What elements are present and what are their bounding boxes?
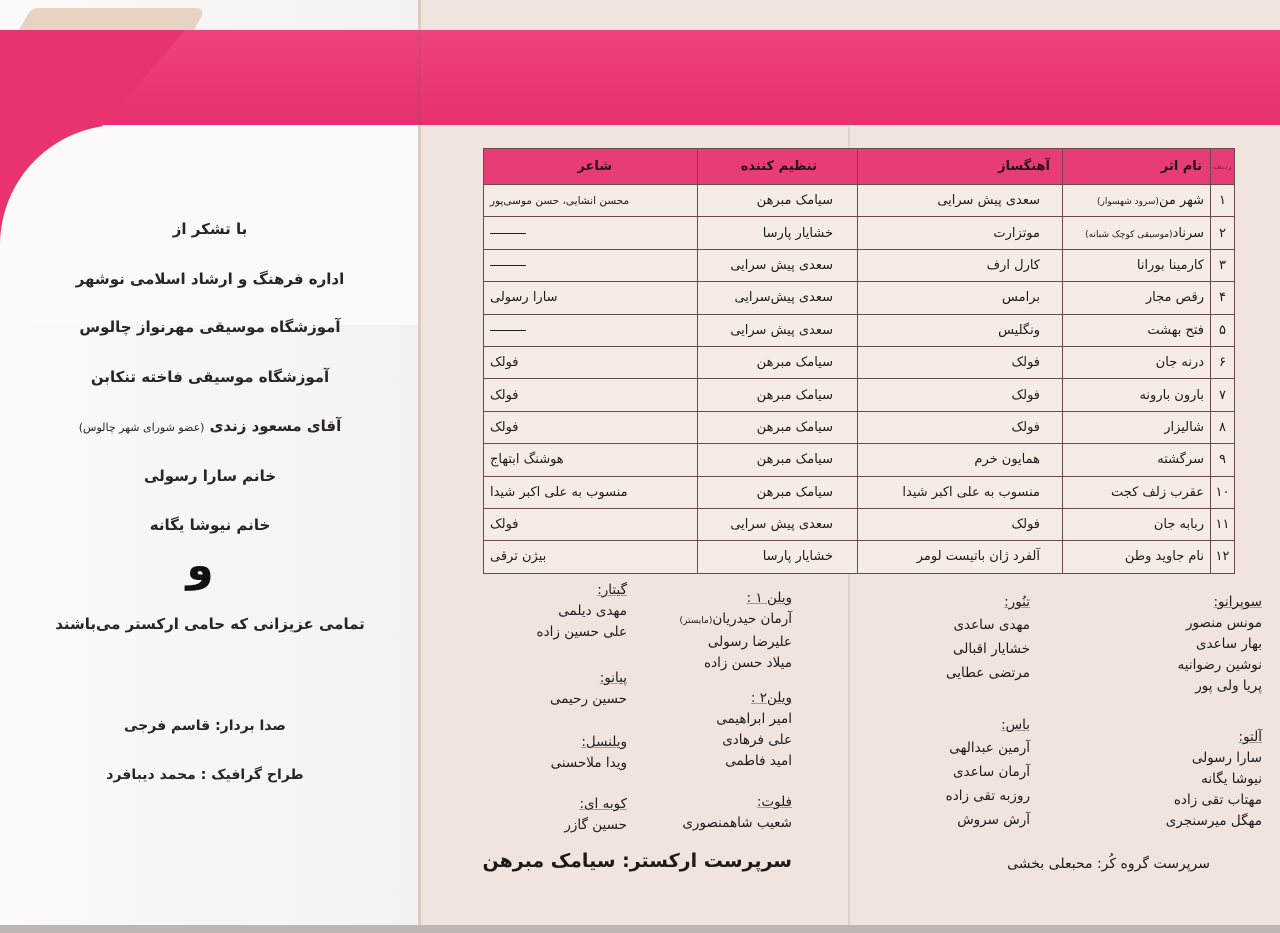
poet-text: فولک xyxy=(490,355,519,371)
row-title xyxy=(1063,508,1211,540)
member: مهدی دیلمی xyxy=(558,603,627,619)
row-composer: ونگلیس xyxy=(858,314,1063,346)
table-row xyxy=(484,249,1235,281)
member: نوشین رضوانیه xyxy=(1177,657,1262,673)
row-number: ۴ xyxy=(1211,282,1235,314)
table-row xyxy=(484,541,1235,573)
thanks-item-masoud xyxy=(20,417,400,435)
header-composer: آهنگساز xyxy=(858,149,1063,185)
table-row xyxy=(484,185,1235,217)
title-note: (موسیقی کوچک شبانه) xyxy=(1085,229,1173,240)
poet-text: بیژن ترقی xyxy=(490,549,547,565)
percussion-group xyxy=(564,794,627,836)
table-row xyxy=(484,379,1235,411)
row-number: ۶ xyxy=(1211,346,1235,378)
row-poet xyxy=(484,282,698,314)
member: علیرضا رسولی xyxy=(707,634,792,650)
title-text: کارمینا بورانا xyxy=(1136,257,1204,273)
violin2-label: ویلن۲ : xyxy=(750,690,792,706)
row-number: ۱۱ xyxy=(1211,508,1235,540)
violin1-label: ویلن ۱ : xyxy=(746,590,792,606)
row-number: ۸ xyxy=(1211,411,1235,443)
guitar-label: گیتار: xyxy=(597,582,627,598)
header-poet: شاعر xyxy=(484,149,698,185)
row-title xyxy=(1063,444,1211,476)
thanks-item: خانم سارا رسولی xyxy=(143,467,277,485)
violin2-group xyxy=(716,688,792,772)
fold-line xyxy=(418,0,421,933)
member: علی حسین زاده xyxy=(536,624,627,640)
row-poet xyxy=(484,217,698,249)
row-composer: فولک xyxy=(858,379,1063,411)
poet-text: فولک xyxy=(490,419,519,435)
thanks-closing: تمامی عزیزانی که حامی ارکستر می‌باشند xyxy=(55,615,365,633)
row-title xyxy=(1063,185,1211,217)
row-arranger: سعدی پیش سرایی xyxy=(698,508,858,540)
row-arranger: سیامک مبرهن xyxy=(698,444,858,476)
row-arranger: سیامک مبرهن xyxy=(698,411,858,443)
violin1-group xyxy=(680,588,792,674)
choir-supervisor: سرپرست گروه کُر: محبعلی بخشی xyxy=(1007,856,1210,872)
table-row xyxy=(484,508,1235,540)
title-text: عقرب زلف کجت xyxy=(1110,484,1204,500)
pink-ribbon xyxy=(0,30,1280,125)
member: مونس منصور xyxy=(1186,615,1262,631)
member: نیوشا یگانه xyxy=(1201,771,1262,787)
row-poet xyxy=(484,249,698,281)
title-text: سرگشته xyxy=(1157,452,1204,468)
thanks-masoud-name: آقای مسعود زندی xyxy=(209,417,342,435)
row-composer: سعدی پیش سرایی xyxy=(858,185,1063,217)
member: سارا رسولی xyxy=(1191,750,1262,766)
flute-group xyxy=(682,792,792,834)
row-title xyxy=(1063,282,1211,314)
soprano-group xyxy=(1178,592,1262,697)
guitar-group xyxy=(537,580,627,643)
member: امیر ابراهیمی xyxy=(716,711,792,727)
row-title xyxy=(1063,314,1211,346)
row-title xyxy=(1063,379,1211,411)
row-poet xyxy=(484,444,698,476)
row-title xyxy=(1063,217,1211,249)
soprano-label: سوپرانو: xyxy=(1213,594,1262,610)
member-concertmaster xyxy=(680,609,792,632)
bass-group xyxy=(946,715,1030,831)
member: مهگل میرسنجری xyxy=(1165,813,1262,829)
row-arranger: سیامک مبرهن xyxy=(698,346,858,378)
member: پریا ولی پور xyxy=(1195,678,1262,694)
member: مهتاب تقی زاده xyxy=(1173,792,1262,808)
row-title xyxy=(1063,476,1211,508)
header-arranger: تنظیم کننده xyxy=(698,149,858,185)
thanks-item: اداره فرهنگ و ارشاد اسلامی نوشهر xyxy=(75,270,345,288)
row-poet xyxy=(484,508,698,540)
row-poet xyxy=(484,185,698,217)
member: خشایار اقبالی xyxy=(953,641,1030,657)
title-note: (سرود شهسوار) xyxy=(1096,197,1159,208)
title-text: ربابه جان xyxy=(1153,517,1204,533)
flute-label: فلوت: xyxy=(756,794,792,810)
poet-text: فولک xyxy=(490,387,519,403)
row-arranger: سعدی پیش‌سرایی xyxy=(698,282,858,314)
bass-label: باس: xyxy=(1001,717,1030,733)
member: مرتضی عطایی xyxy=(946,665,1030,681)
table-row xyxy=(484,282,1235,314)
row-composer: کارل ارف xyxy=(858,249,1063,281)
header-title: نام اثر xyxy=(1063,149,1211,185)
cello-group xyxy=(551,732,627,774)
thanks-item: آموزشگاه موسیقی فاخته تنکابن xyxy=(90,368,330,386)
row-composer: همایون خرم xyxy=(858,444,1063,476)
row-poet xyxy=(484,314,698,346)
member: آرش سروش xyxy=(957,812,1030,828)
graphic-credit: طراح گرافیک : محمد دیبافرد xyxy=(106,767,304,783)
member: آرمان ساعدی xyxy=(953,764,1030,780)
empty-dash xyxy=(490,330,526,331)
row-arranger: خشایار پارسا xyxy=(698,541,858,573)
table-header-row xyxy=(484,149,1235,185)
member: آرمان حیدریان xyxy=(712,611,792,627)
thanks-item: آموزشگاه موسیقی مهرنواز چالوس xyxy=(79,318,341,336)
row-arranger: سیامک مبرهن xyxy=(698,476,858,508)
row-arranger: سعدی پیش سرایی xyxy=(698,249,858,281)
table-row xyxy=(484,346,1235,378)
member: علی فرهادی xyxy=(722,732,792,748)
orchestra-supervisor: سرپرست ارکستر: سیامک مبرهن xyxy=(482,850,792,872)
row-composer: منسوب به علی اکبر شیدا xyxy=(858,476,1063,508)
member: حسین رحیمی xyxy=(549,691,627,707)
alto-label: آلتو: xyxy=(1238,729,1262,745)
row-arranger: سعدی پیش سرایی xyxy=(698,314,858,346)
poet-text: فولک xyxy=(490,517,519,533)
title-text: شهر من xyxy=(1158,193,1204,209)
row-composer: فولک xyxy=(858,346,1063,378)
member: میلاد حسن زاده xyxy=(704,655,792,671)
poet-text: منسوب به علی اکبر شیدا xyxy=(490,484,628,500)
row-poet xyxy=(484,346,698,378)
row-number: ۱۲ xyxy=(1211,541,1235,573)
member: ویدا ملاحسنی xyxy=(550,755,627,771)
member: امید فاطمی xyxy=(725,753,792,769)
title-text: شالیزار xyxy=(1164,419,1204,435)
row-poet xyxy=(484,541,698,573)
row-arranger: سیامک مبرهن xyxy=(698,379,858,411)
title-text: رقص مجار xyxy=(1145,290,1204,306)
member: مهدی ساعدی xyxy=(953,617,1030,633)
sound-credit: صدا بردار: قاسم فرجی xyxy=(124,718,286,734)
title-text: بارون بارونه xyxy=(1139,387,1204,403)
program-table xyxy=(483,148,1235,574)
program-rows xyxy=(484,185,1235,574)
row-poet xyxy=(484,476,698,508)
table-row xyxy=(484,444,1235,476)
poet-text: سارا رسولی xyxy=(490,290,558,306)
title-text: نام جاوید وطن xyxy=(1124,549,1204,565)
row-composer: فولک xyxy=(858,411,1063,443)
piano-group xyxy=(550,668,627,710)
tenor-group xyxy=(946,592,1030,684)
row-number: ۹ xyxy=(1211,444,1235,476)
poet-text: محسن انشایی، حسن موسی‌پور xyxy=(490,194,630,207)
row-number: ۱۰ xyxy=(1211,476,1235,508)
empty-dash xyxy=(490,265,526,266)
row-number: ۵ xyxy=(1211,314,1235,346)
alto-group xyxy=(1166,727,1262,832)
row-poet xyxy=(484,379,698,411)
scan-edge xyxy=(0,925,1280,933)
title-text: فتح بهشت xyxy=(1147,322,1204,338)
member: حسین گازر xyxy=(564,817,627,833)
poet-text: هوشنگ ابتهاج xyxy=(490,452,564,468)
title-text: درنه جان xyxy=(1155,355,1204,371)
row-composer: فولک xyxy=(858,508,1063,540)
percussion-label: کوبه ای: xyxy=(579,796,627,812)
table-row xyxy=(484,411,1235,443)
row-composer: موتزارت xyxy=(858,217,1063,249)
table-row xyxy=(484,476,1235,508)
row-arranger: سیامک مبرهن xyxy=(698,185,858,217)
thanks-item: خانم نیوشا یگانه xyxy=(149,516,271,534)
tenor-label: تنُور: xyxy=(1004,594,1030,610)
row-poet xyxy=(484,411,698,443)
member: بهار ساعدی xyxy=(1195,636,1262,652)
thanks-title: با تشکر از xyxy=(172,220,248,238)
row-composer: آلفرد ژان باتیست لومر xyxy=(858,541,1063,573)
piano-label: پیانو: xyxy=(599,670,627,686)
row-number: ۱ xyxy=(1211,185,1235,217)
table-row xyxy=(484,217,1235,249)
row-title xyxy=(1063,541,1211,573)
empty-dash xyxy=(490,233,526,234)
row-number: ۳ xyxy=(1211,249,1235,281)
row-arranger: خشایار پارسا xyxy=(698,217,858,249)
row-composer: برامس xyxy=(858,282,1063,314)
and-glyph: و xyxy=(186,540,214,591)
row-title xyxy=(1063,249,1211,281)
title-text: سرناد xyxy=(1172,225,1204,241)
member: شعیب شاهمنصوری xyxy=(682,815,792,831)
cello-label: ویلنسل: xyxy=(581,734,627,750)
member: روزبه تقی زاده xyxy=(945,788,1030,804)
concertmaster-note: (مایستر) xyxy=(679,616,713,626)
row-title xyxy=(1063,411,1211,443)
table-row xyxy=(484,314,1235,346)
thanks-masoud-note: (عضو شورای شهر چالوس) xyxy=(78,421,205,434)
member: آرمین عبدالهی xyxy=(949,740,1030,756)
row-number: ۷ xyxy=(1211,379,1235,411)
row-title xyxy=(1063,346,1211,378)
header-num: ردیف xyxy=(1211,149,1235,185)
row-number: ۲ xyxy=(1211,217,1235,249)
